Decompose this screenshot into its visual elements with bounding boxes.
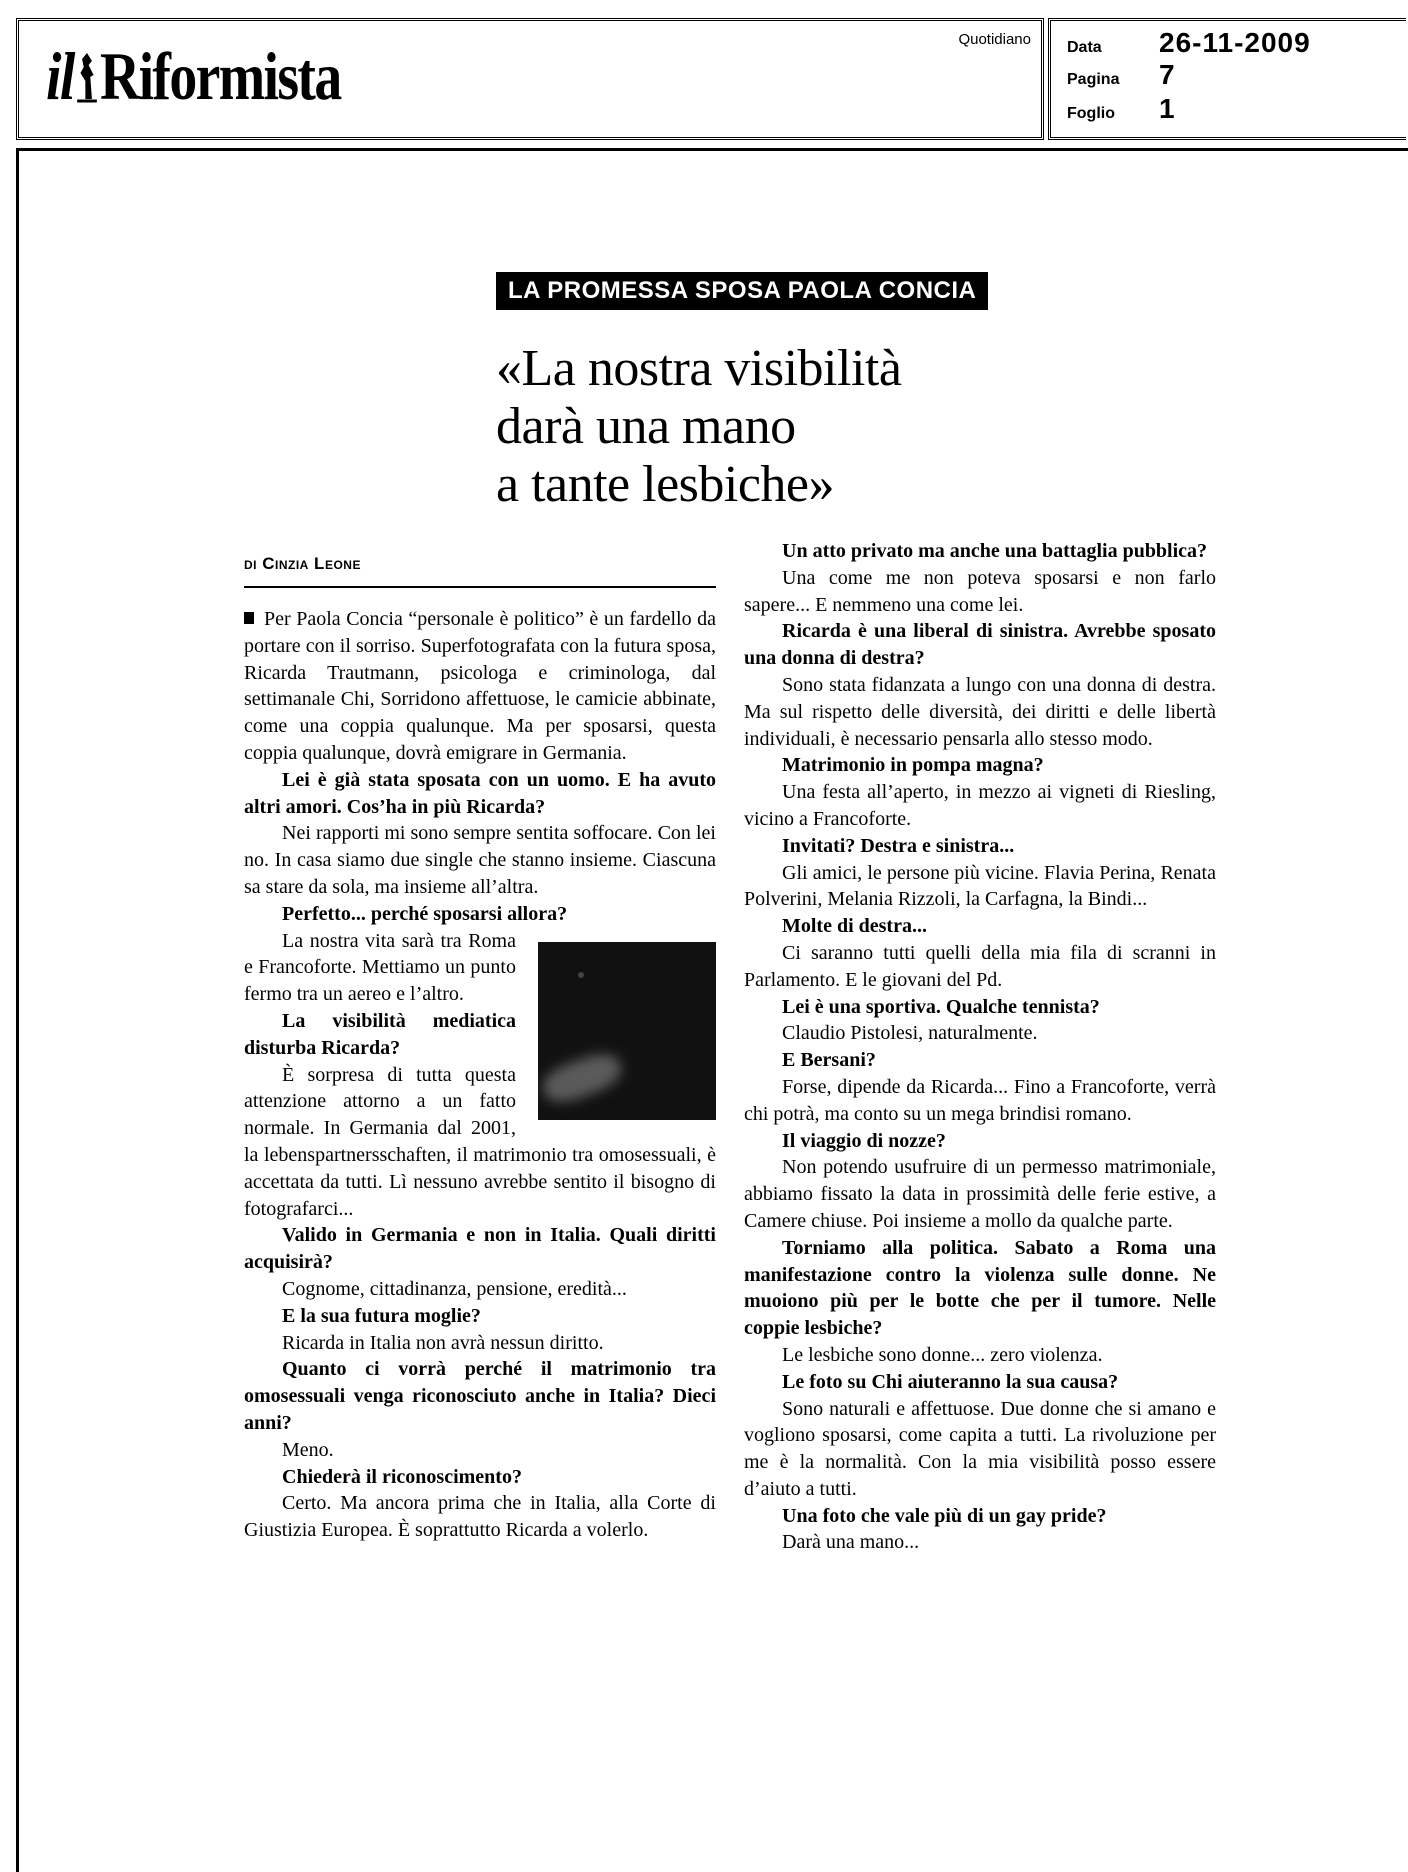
interview-question: [244, 901, 716, 928]
meta-page: [1067, 59, 1176, 91]
interview-question: [744, 1128, 1216, 1155]
interview-answer: [244, 820, 716, 900]
paragraph-text: Nei rapporti mi sono sempre sentita soffocare. Con lei no. In casa siamo due single che stanno insieme. Ciascuna sa stare da sola, ma insieme all’altra.: [244, 822, 716, 898]
meta-sheet-label: Foglio: [1067, 105, 1115, 122]
meta-date-value: 26-11-2009: [1159, 27, 1311, 58]
interview-answer: [244, 1490, 716, 1544]
interview-answer: [744, 940, 1216, 994]
interview-answer: [244, 1276, 716, 1303]
interview-answer: [744, 779, 1216, 833]
headline-line: a tante lesbiche»: [496, 456, 835, 513]
interview-question: [744, 1503, 1216, 1530]
article-lead: [244, 606, 716, 767]
logo-name: Riformista: [99, 38, 341, 114]
interview-answer: [744, 860, 1216, 914]
article-column-right: [744, 538, 1216, 1556]
paragraph-text: Sono naturali e affettuose. Due donne che si amano e vogliono sposarsi, come capita a tutti. La rivoluzione per me è la normalità. Con la mia visibilità posso essere d’aiuto a tutti.: [744, 1397, 1216, 1500]
interview-question: [744, 1369, 1216, 1396]
paragraph-text: Cognome, cittadinanza, pensione, eredità...: [282, 1277, 627, 1300]
paragraph-text: Ricarda è una liberal di sinistra. Avrebbe sposato una donna di destra?: [744, 620, 1216, 670]
paragraph-text: Lei è una sportiva. Qualche tennista?: [782, 995, 1100, 1018]
paragraph-text: Il viaggio di nozze?: [782, 1129, 946, 1152]
interview-question: [744, 1235, 1216, 1342]
interview-question: [744, 1047, 1216, 1074]
interview-answer: [244, 1330, 716, 1357]
paragraph-text: Quanto ci vorrà perché il matrimonio tra omosessuali venga riconosciuto anche in Italia? Dieci anni?: [244, 1358, 716, 1434]
interview-question: [744, 913, 1216, 940]
interview-question: [244, 1222, 716, 1276]
paragraph-text: Chiederà il riconoscimento?: [282, 1465, 522, 1488]
page-frame-left: [16, 148, 19, 1872]
interview-question: [744, 833, 1216, 860]
article-headline: [496, 340, 1096, 514]
meta-page-label: Pagina: [1067, 71, 1120, 88]
interview-question: [744, 618, 1216, 672]
byline-rule: [244, 586, 716, 588]
paragraph-text: Le foto su Chi aiuteranno la sua causa?: [782, 1370, 1119, 1393]
interview-answer: [744, 1342, 1216, 1369]
article-byline: di Cinzia Leone: [244, 554, 361, 573]
paragraph-text: La visibilità mediatica disturba Ricarda?: [244, 1009, 516, 1059]
interview-answer: [744, 672, 1216, 752]
interview-answer: [244, 1437, 716, 1464]
interview-answer: [744, 1074, 1216, 1128]
paragraph-text: Valido in Germania e non in Italia. Quali diritti acquisirà?: [244, 1224, 716, 1274]
paragraph-text: Non potendo usufruire di un permesso matrimoniale, abbiamo fissato la data in prossimità delle ferie estive, a Camere chiuse. Poi insieme a mollo da qualche parte.: [744, 1156, 1216, 1232]
paragraph-text: Perfetto... perché sposarsi allora?: [282, 902, 568, 925]
paragraph-text: La nostra vita sarà tra Roma e Francoforte. Mettiamo un punto fermo tra un aereo e l’altro.: [244, 929, 516, 1006]
interview-question: [244, 767, 716, 821]
paragraph-text: Claudio Pistolesi, naturalmente.: [782, 1022, 1038, 1045]
square-bullet-icon: [244, 612, 254, 624]
paragraph-text: Ci saranno tutti quelli della mia fila di scranni in Parlamento. E le giovani del Pd.: [744, 941, 1216, 991]
interview-question: [744, 752, 1216, 779]
logo-figure-icon: [75, 51, 98, 103]
meta-sheet: [1067, 93, 1176, 125]
interview-question: [244, 1303, 716, 1330]
paragraph-text: Sono stata fidanzata a lungo con una donna di destra. Ma sul rispetto delle diversità, dei diritti e delle libertà individuali, è necessario pensarla allo stesso modo.: [744, 673, 1216, 750]
paragraph-text: Le lesbiche sono donne... zero violenza.: [782, 1343, 1103, 1366]
interview-question: [744, 994, 1216, 1021]
meta-box: [1048, 18, 1406, 140]
paragraph-text: Gli amici, le persone più vicine. Flavia Perina, Renata Polverini, Melania Rizzoli, la Carfagna, la Bindi...: [744, 861, 1216, 911]
paragraph-text: È sorpresa di tutta questa attenzione attorno a un fatto normale. In Germania dal 2001, la lebenspartnersschaften, il matrimonio tra omosessuali, è accettata da tutti. Lì nessuno avrebbe sentito il bisogno di fotografarci...: [244, 1063, 716, 1220]
article-kicker: LA PROMESSA SPOSA PAOLA CONCIA: [496, 272, 988, 310]
paragraph-text: Matrimonio in pompa magna?: [782, 754, 1044, 777]
interview-answer: [744, 1396, 1216, 1503]
interview-answer: [744, 565, 1216, 619]
paragraph-text: Un atto privato ma anche una battaglia pubblica?: [782, 540, 1208, 562]
headline-line: darà una mano: [496, 398, 796, 455]
headline-line: «La nostra visibilità: [496, 340, 902, 397]
newspaper-logo: [46, 38, 341, 114]
interview-question: [744, 538, 1216, 565]
paragraph-text: Forse, dipende da Ricarda... Fino a Francoforte, verrà chi potrà, ma conto su un mega brindisi romano.: [744, 1075, 1216, 1125]
paragraph-text: Darà una mano...: [782, 1531, 920, 1554]
logo-il: il: [46, 38, 74, 114]
paragraph-text: Una foto che vale più di un gay pride?: [782, 1504, 1107, 1527]
article-photo: [538, 942, 716, 1120]
paragraph-text: Una come me non poteva sposarsi e non farlo sapere... E nemmeno una come lei.: [744, 566, 1216, 616]
paragraph-text: Ricarda in Italia non avrà nessun diritto.: [282, 1331, 604, 1354]
paragraph-text: Una festa all’aperto, in mezzo ai vigneti di Riesling, vicino a Francoforte.: [744, 781, 1216, 830]
paragraph-text: E Bersani?: [782, 1049, 876, 1072]
paragraph-text: Per Paola Concia “personale è politico” è un fardello da portare con il sorriso. Superfotografata con la futura sposa, Ricarda Trautmann, psicologa e criminologa, dal settimanale Chi, Sorridono affettuose, le camicie abbinate, come una coppia qualunque. Ma per sposarsi, questa coppia qualunque, dovrà emigrare in Germania.: [244, 608, 716, 764]
meta-sheet-value: 1: [1159, 93, 1176, 124]
paragraph-text: Lei è già stata sposata con un uomo. E ha avuto altri amori. Cos’ha in più Ricarda?: [244, 768, 716, 818]
paragraph-text: E la sua futura moglie?: [282, 1304, 481, 1327]
interview-answer: [744, 1154, 1216, 1234]
interview-question: [244, 1464, 716, 1491]
meta-page-value: 7: [1159, 59, 1176, 90]
page-frame-top: [16, 148, 1408, 151]
article-column-left: [244, 606, 716, 1544]
meta-date-label: Data: [1067, 39, 1102, 56]
paragraph-text: Meno.: [282, 1438, 334, 1461]
frequency-label: Quotidiano: [958, 31, 1031, 48]
paragraph-text: Invitati? Destra e sinistra...: [782, 834, 1015, 857]
interview-answer: [744, 1020, 1216, 1047]
paragraph-text: Molte di destra...: [782, 915, 927, 938]
meta-date: [1067, 27, 1311, 59]
interview-question: [244, 1356, 716, 1436]
paragraph-text: Certo. Ma ancora prima che in Italia, alla Corte di Giustizia Europea. È soprattutto Ricarda a volerlo.: [244, 1492, 716, 1542]
interview-answer: [744, 1529, 1216, 1556]
paragraph-text: Torniamo alla politica. Sabato a Roma una manifestazione contro la violenza sulle donne. Ne muoiono più per le botte che per il tumore. Nelle coppie lesbiche?: [744, 1236, 1216, 1340]
